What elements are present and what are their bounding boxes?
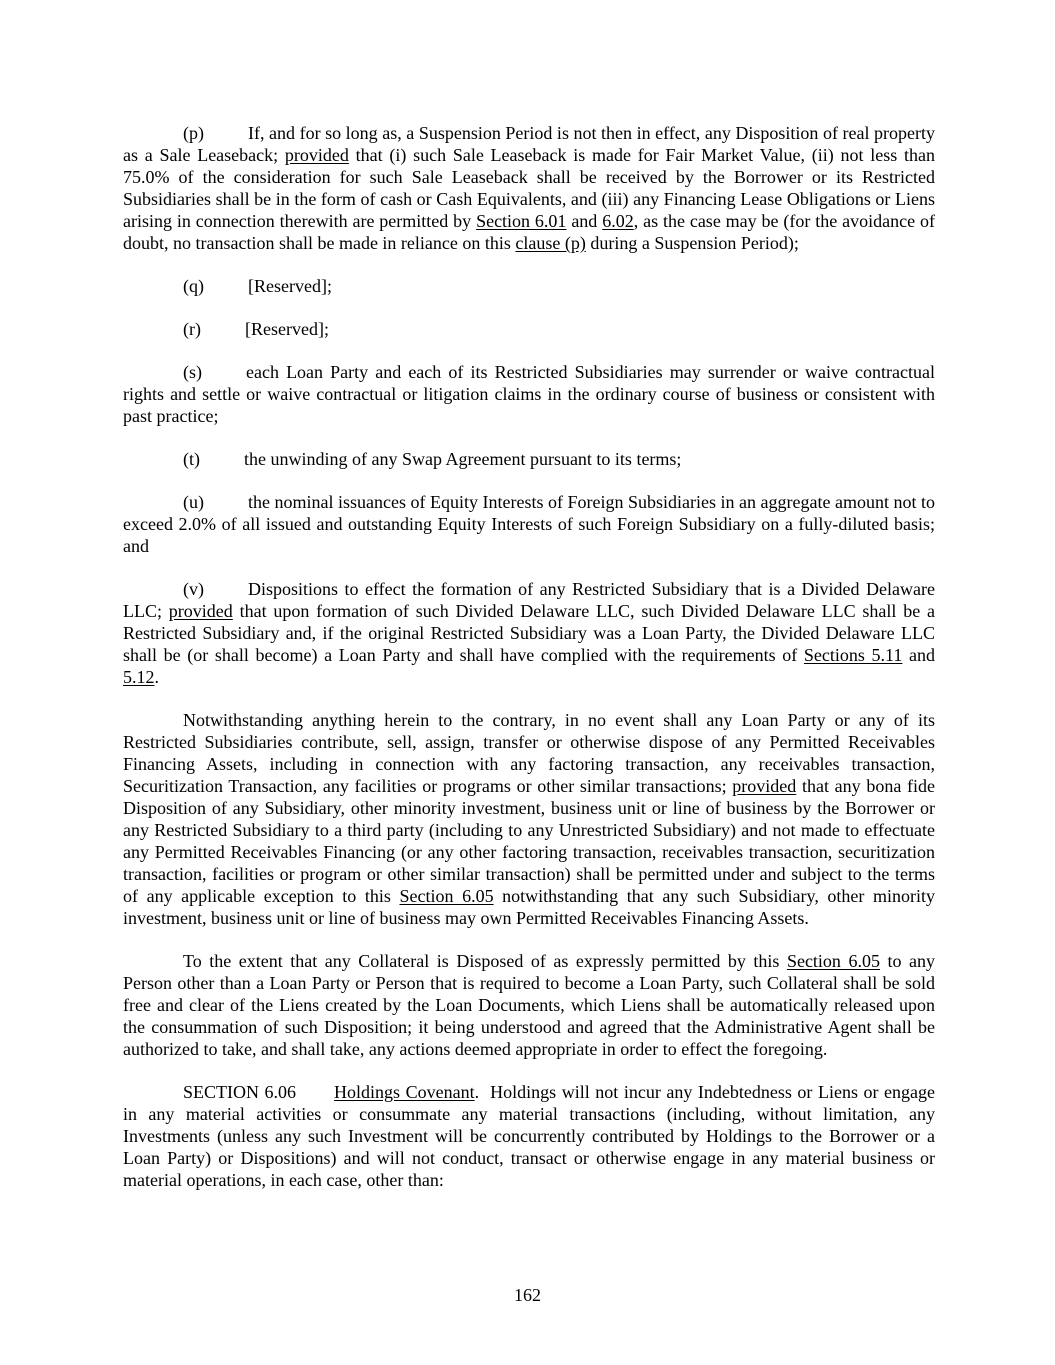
underlined-text-run: provided (732, 776, 797, 796)
clause-p-paragraph (123, 122, 935, 254)
underlined-text-run: Section 6.05 (786, 951, 880, 971)
underlined-text-run: provided (168, 601, 233, 621)
text-run: that upon formation of such Divided Delaware LLC, such Divided Delaware LLC shall be a Restricted Subsidiary and, if the original Restricted Subsidiary was a Loan Party, the Divided Delaware LLC shall be (or shall become) a Loan Party and shall have complied with the requirements of (123, 601, 935, 665)
underlined-text-run: provided (284, 145, 349, 165)
underlined-text-run: clause (p) (515, 233, 586, 253)
text-run: If, and for so long as, a Suspension Period is not then in effect, any Disposition of real property as a Sale Leaseback; (123, 123, 935, 165)
text-run: [Reserved]; (244, 319, 329, 339)
text-run: (s) (183, 362, 202, 382)
text-run: during a Suspension Period); (585, 233, 799, 253)
text-run: . (154, 667, 159, 687)
page-number: 162 (514, 1285, 541, 1305)
text-run: . Holdings will not incur any Indebtedness or Liens or engage in any material activities or consummate any material transactions (including, without limitation, any Investments (unless any such Investment will be concurrently contributed by Holdings to the Borrower or a Loan Party) or Dispositions) and will not conduct, transact or otherwise engage in any material business or material operations, in each case, other than: (123, 1082, 935, 1190)
text-run: (u) (183, 492, 204, 512)
clause-r-paragraph (123, 318, 935, 340)
text-run: (t) (183, 449, 200, 469)
notwithstanding-paragraph (123, 709, 935, 929)
text-run: (r) (183, 319, 201, 339)
underlined-text-run: Sections 5.11 (803, 645, 903, 665)
text-run: each Loan Party and each of its Restricted Subsidiaries may surrender or waive contractual rights and settle or waive contractual or litigation claims in the ordinary course of business or consistent with past practice; (123, 362, 935, 426)
text-run: , as the case may be (for the avoidance of doubt, no transaction shall be made in reliance on this (123, 211, 935, 253)
text-run: (q) (183, 276, 204, 296)
text-run: To the extent that any Collateral is Disposed of as expressly permitted by this (183, 951, 787, 971)
text-run: (v) (183, 579, 204, 599)
text-run: to any Person other than a Loan Party or Person that is required to become a Loan Party, such Collateral shall be sold free and clear of the Liens created by the Loan Documents, which Liens shall be automatically released upon the consummation of such Disposition; it being understood and agreed that the Administrative Agent shall be authorized to take, and shall take, any actions deemed appropriate in order to effect the foregoing. (123, 951, 935, 1059)
text-run: (p) (183, 123, 204, 143)
clause-u-paragraph (123, 491, 935, 557)
text-run: that (i) such Sale Leaseback is made for Fair Market Value, (ii) not less than 75.0% of the consideration for such Sale Leaseback shall be received by the Borrower or its Restricted Subsidiaries shall be in the form of cash or Cash Equivalents, and (iii) any Financing Lease Obligations or Liens arising in connection therewith are permitted by (123, 145, 935, 231)
underlined-text-run: 6.02 (602, 211, 634, 231)
clause-v-paragraph (123, 578, 935, 688)
underlined-text-run: Section 6.05 (399, 886, 494, 906)
section-6-06-paragraph (123, 1081, 935, 1191)
underlined-text-run: Holdings Covenant (334, 1082, 475, 1102)
text-run: the nominal issuances of Equity Interests of Foreign Subsidiaries in an aggregate amount not to exceed 2.0% of all issued and outstanding Equity Interests of such Foreign Subsidiary on a fully-diluted basis; and (123, 492, 935, 556)
clause-s-paragraph (123, 361, 935, 427)
text-run: SECTION 6.06 (183, 1082, 297, 1102)
underlined-text-run: 5.12 (123, 667, 155, 687)
text-run: and (566, 211, 603, 231)
collateral-release-paragraph (123, 950, 935, 1060)
clause-q-paragraph (123, 275, 935, 297)
text-run: notwithstanding that any such Subsidiary, other minority investment, business unit or line of business may own Permitted Receivables Financing Assets. (123, 886, 936, 928)
text-run: and (902, 645, 936, 665)
text-run: Dispositions to effect the formation of any Restricted Subsidiary that is a Divided Delaware LLC; (123, 579, 935, 621)
text-run: Notwithstanding anything herein to the contrary, in no event shall any Loan Party or any of its Restricted Subsidiaries contribute, sell, assign, transfer or otherwise dispose of any Permitted Receivables Financing Assets, including in connection with any factoring transaction, any receivables transaction, Securitization Transaction, any facilities or programs or other similar transactions; (123, 710, 935, 796)
document-body (123, 122, 935, 1212)
text-run: that any bona fide Disposition of any Subsidiary, other minority investment, business unit or line of business by the Borrower or any Restricted Subsidiary to a third party (including to any Unrestricted Subsidiary) and not made to effectuate any Permitted Receivables Financing (or any other factoring transaction, receivables transaction, securitization transaction, facilities or program or other similar transaction) shall be permitted under and subject to the terms of any applicable exception to this (123, 776, 935, 906)
underlined-text-run: Section 6.01 (476, 211, 567, 231)
text-run: [Reserved]; (248, 276, 332, 296)
text-run: the unwinding of any Swap Agreement pursuant to its terms; (244, 449, 682, 469)
clause-t-paragraph (123, 448, 935, 470)
